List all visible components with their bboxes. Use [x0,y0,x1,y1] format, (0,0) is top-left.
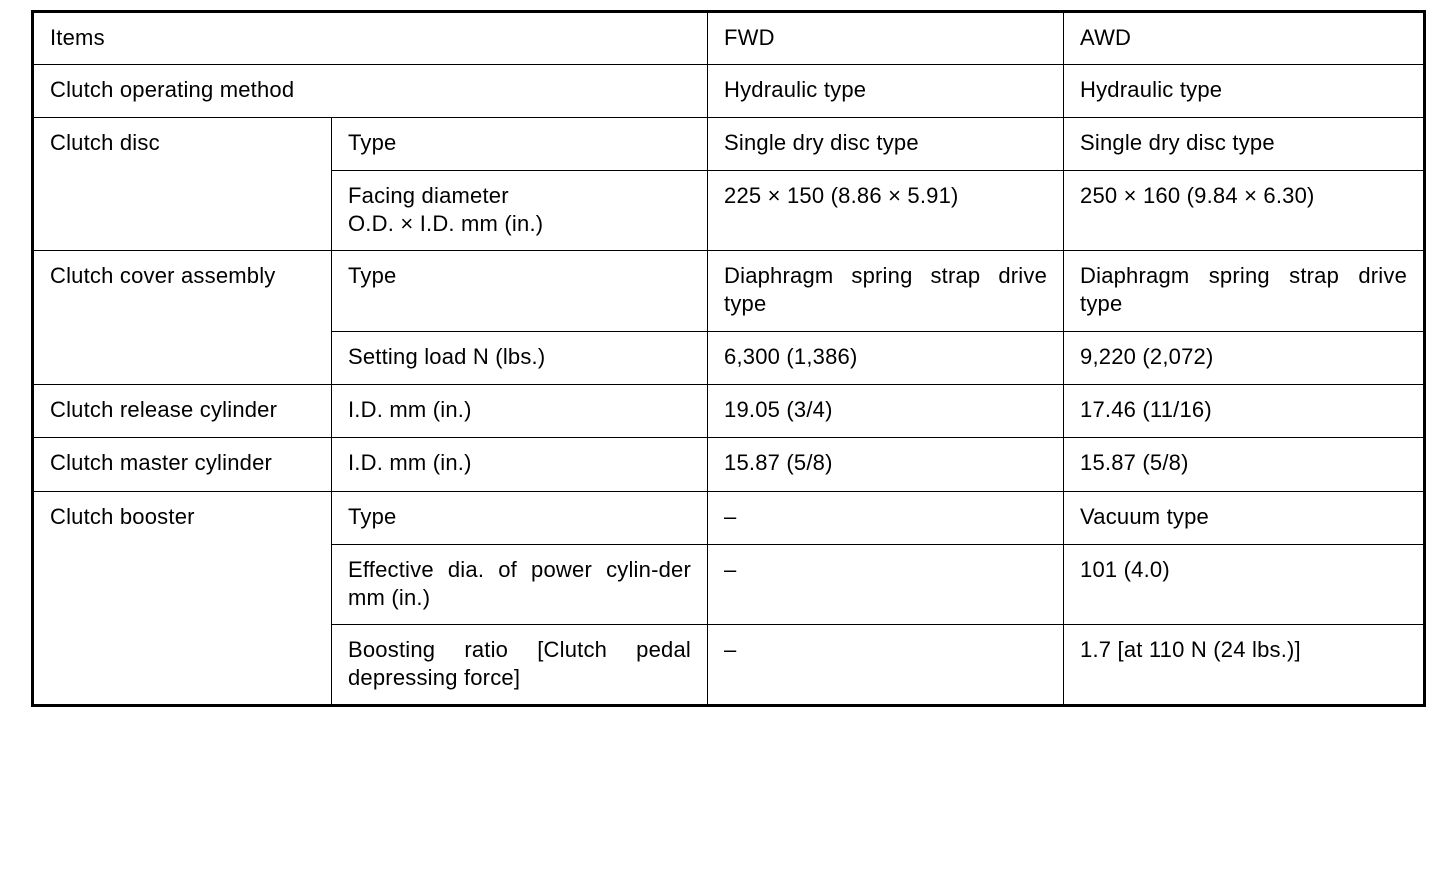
master-cylinder-fwd: 15.87 (5/8) [708,438,1064,492]
disc-type-fwd: Single dry disc type [708,118,1064,171]
cover-type-awd: Diaphragm spring strap drive type [1064,251,1425,332]
master-cylinder-sub: I.D. mm (in.) [332,438,708,492]
cover-type-fwd: Diaphragm spring strap drive type [708,251,1064,332]
table-row-booster-type [33,492,1425,545]
header-awd: AWD [1064,12,1425,65]
disc-facing-awd: 250 × 160 (9.84 × 6.30) [1064,171,1425,251]
release-cylinder-fwd: 19.05 (3/4) [708,385,1064,438]
disc-facing-label-line-2: O.D. × I.D. mm (in.) [348,211,544,236]
table-row-cover-type [33,251,1425,332]
operating-method-awd: Hydraulic type [1064,65,1425,118]
disc-type-label: Type [332,118,708,171]
booster-effective-dia-fwd-dash: – [724,557,737,582]
header-items: Items [33,12,708,65]
booster-type-fwd-dash: – [724,504,737,529]
booster-ratio-awd: 1.7 [at 110 N (24 lbs.)] [1064,625,1425,706]
booster-label: Clutch booster [33,492,332,706]
table-row-master-cylinder [33,438,1425,492]
cover-load-fwd: 6,300 (1,386) [708,332,1064,385]
release-cylinder-label: Clutch release cylinder [33,385,332,438]
booster-ratio-fwd-dash: – [724,637,737,662]
cover-load-awd: 9,220 (2,072) [1064,332,1425,385]
header-fwd: FWD [708,12,1064,65]
disc-label: Clutch disc [33,118,332,251]
disc-type-awd: Single dry disc type [1064,118,1425,171]
table-row-disc-type [33,118,1425,171]
release-cylinder-awd: 17.46 (11/16) [1064,385,1425,438]
operating-method-fwd: Hydraulic type [708,65,1064,118]
master-cylinder-awd: 15.87 (5/8) [1064,438,1425,492]
disc-facing-label [332,171,708,251]
booster-ratio-fwd [708,625,1064,706]
table-row-operating-method [33,65,1425,118]
booster-ratio-label: Boosting ratio [Clutch pedal depressing force] [332,625,708,706]
booster-type-fwd [708,492,1064,545]
cover-load-label: Setting load N (lbs.) [332,332,708,385]
operating-method-label: Clutch operating method [33,65,708,118]
release-cylinder-sub: I.D. mm (in.) [332,385,708,438]
master-cylinder-label: Clutch master cylinder [33,438,332,492]
table-header-row [33,12,1425,65]
disc-facing-fwd: 225 × 150 (8.86 × 5.91) [708,171,1064,251]
disc-facing-label-line-1: Facing diameter [348,183,509,208]
booster-type-awd: Vacuum type [1064,492,1425,545]
table-row-release-cylinder [33,385,1425,438]
booster-effective-dia-label: Effective dia. of power cylin-der mm (in.) [332,545,708,625]
booster-effective-dia-fwd [708,545,1064,625]
cover-type-label: Type [332,251,708,332]
clutch-specifications-table [31,10,1426,707]
cover-label: Clutch cover assembly [33,251,332,385]
booster-type-label: Type [332,492,708,545]
booster-effective-dia-awd: 101 (4.0) [1064,545,1425,625]
